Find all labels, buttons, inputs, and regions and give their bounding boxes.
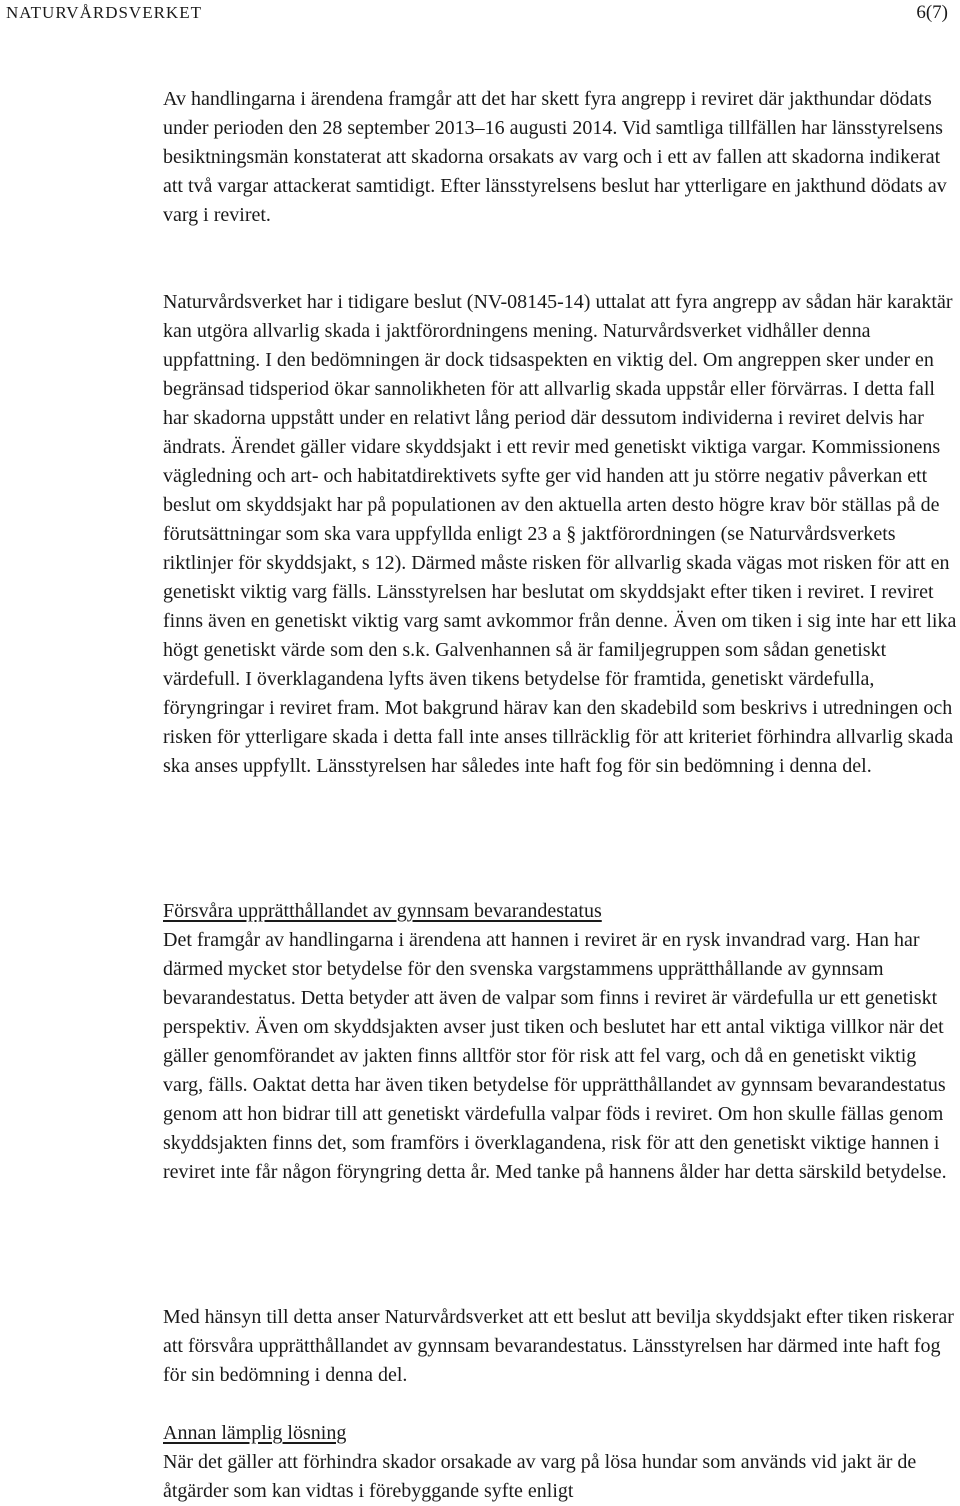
paragraph-genetics: Det framgår av handlingarna i ärendena att hannen i reviret är en rysk invandrad varg. Han har därmed mycket stor betydelse för den svenska vargstammens upprätthållande av gynnsam bevarandestatus. Detta betyder att även de valpar som finns i reviret är värdefulla ur ett genetiskt perspektiv. Även om skyddsjakten avser just tiken och beslutet har ett antal viktiga villkor när det gäller genomförandet av jakten finns alltför stor för risk att fel varg, och då en genetiskt viktig varg, fälls. Oaktat detta har även tiken betydelse för upprätthållandet av gynnsam bevarandestatus genom att hon bidrar till att genetiskt värdefulla valpar föds i reviret. Om hon skulle fällas genom skyddsjakten finns det, som framförs i överklagandena, risk för att den genetiskt viktige hannen i reviret inte får någon föryngring detta år. Med tanke på hannens ålder har detta särskild betydelse. [163,929,947,1183]
spacer [163,1274,959,1303]
paragraph-alternative: När det gäller att förhindra skador orsakade av varg på lösa hundar som används vid jakt är de åtgärder som kan vidtas i förebyggande syfte enligt [163,1451,917,1502]
paragraph-attacks: Av handlingarna i ärendena framgår att det har skett fyra angrepp i reviret där jakthundar dödats under perioden den 28 september 2013–16 augusti 2014. Vid samtliga tillfällen har länsstyrelsens besiktningsmän konstaterat att skadorna orsakats av varg och i ett av fallen att skadorna indikerat att två vargar attackerat samtidigt. Efter länsstyrelsens beslut har ytterligare en jakthund dödats av varg i reviret. [163,88,947,226]
section-heading-alternative-solution: Annan lämplig lösning [163,1422,347,1444]
section-heading-conservation-status: Försvåra upprätthållandet av gynnsam bevarandestatus [163,900,602,922]
paragraph-assessment: Naturvårdsverket har i tidigare beslut (NV-08145-14) uttalat att fyra angrepp av sådan här karaktär kan utgöra allvarlig skada i jaktförordningens mening. Naturvårdsverket vidhåller denna uppfattning. I den bedömningen är dock tidsaspekten en viktig del. Om angreppen sker under en begränsad tidsperiod ökar sannolikheten för att allvarlig skada uppstår eller förvärras. I detta fall har skadorna uppstått under en relativt lång period där dessutom individerna i reviret delvis har ändrats. Ärendet gäller vidare skyddsjakt i ett revir med genetiskt viktiga vargar. Kommissionens vägledning och art- och habitatdirektivets syfte ger vid handen att ju större negativ påverkan ett beslut om skyddsjakt har på populationen av den aktuella arten desto högre krav bör ställas på de förutsättningar som ska vara uppfyllda enligt 23 a § jaktförordningen (se Naturvårdsverkets riktlinjer för skyddsjakt, s 12). Därmed måste risken för allvarlig skada vägas mot risken för att en genetiskt viktig varg fälls. Länsstyrelsen har beslutat om skyddsjakt efter tiken i reviret. I reviret finns även en genetiskt viktig varg samt avkommor från denne. Även om tiken i sig inte har ett lika högt genetiskt värde som den s.k. Galvenhannen så är familjegruppen som sådan genetiskt värdefull. I överklagandena lyfts även tikens betydelse för framtida, genetiskt värdefulla, föryngringar i reviret fram. Mot bakgrund härav kan den skadebild som beskrivs i utredningen och risken för ytterligare skada i detta fall inte anses tillräcklig för att kriteriet förhindra allvarlig skada ska anses uppfyllt. Länsstyrelsen har således inte haft fog för sin bedömning i denna del. [163,291,957,777]
paragraph-conclusion: Med hänsyn till detta anser Naturvårdsverket att ett beslut att bevilja skyddsjakt efter tiken riskerar att försvåra upprätthållandet av gynnsam bevarandestatus. Länsstyrelsen har därmed inte haft fog för sin bedömning i denna del. [163,1306,954,1386]
spacer [163,868,959,897]
spacer [163,259,959,288]
page-number: 6(7) [916,2,948,23]
spacer [163,1390,959,1419]
document-body [163,85,959,1506]
header-organization: NATURVÅRDSVERKET [6,3,202,22]
